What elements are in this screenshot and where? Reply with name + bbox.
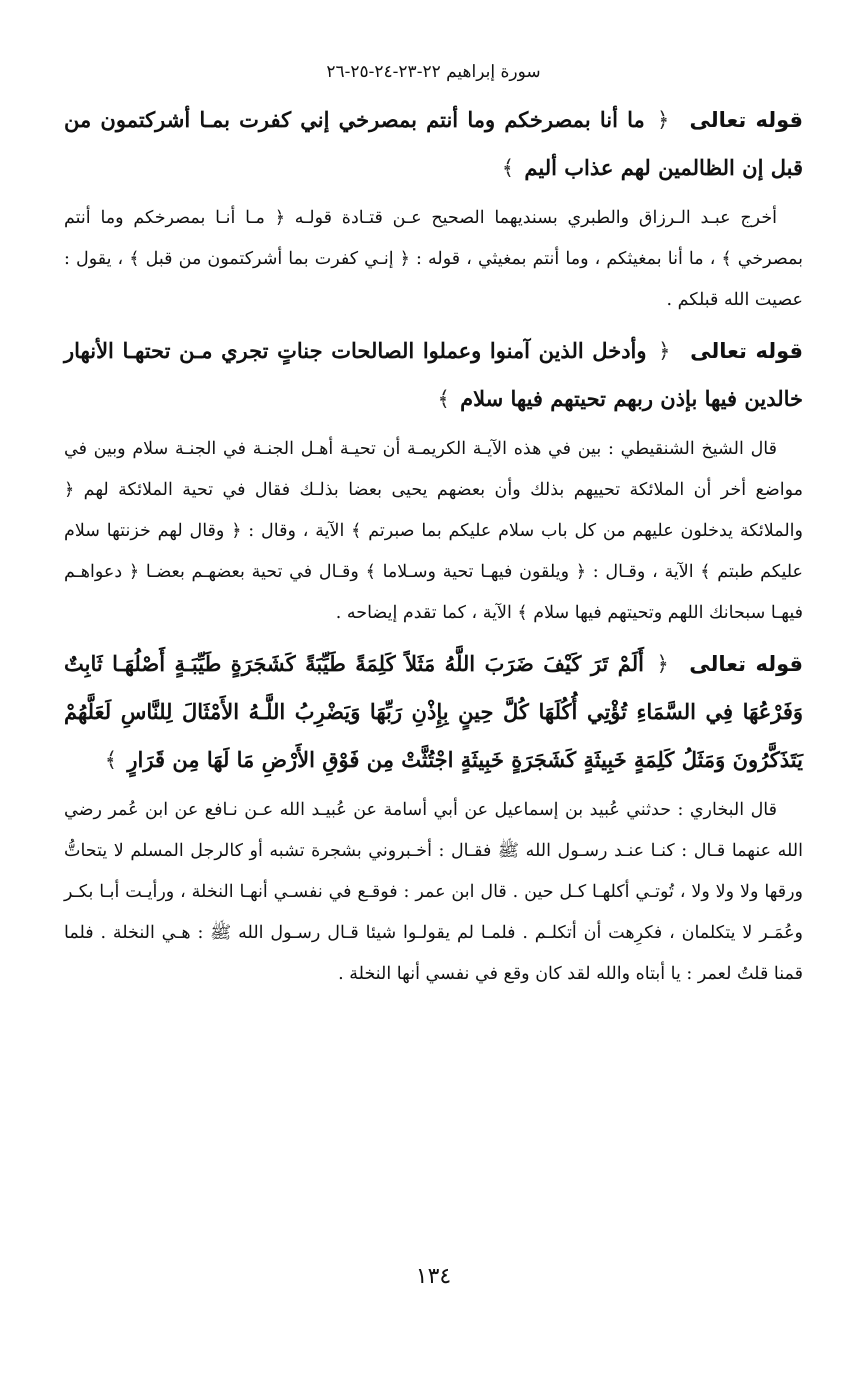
ornate-bracket-close-icon: ﴾ (437, 387, 450, 411)
quran-verse: وأدخل الذين آمنوا وعملوا الصالحات جناتٍ تجري مـن تحتهـا الأنهار خالدين فيها بإذن ربهم تحيتهم فيها سلام (64, 338, 803, 411)
page-number: ١٣٤ (415, 1264, 452, 1289)
section-heading (64, 640, 803, 784)
ornate-bracket-close-icon: ﴾ (104, 748, 118, 772)
page-content (64, 96, 803, 1001)
section-2 (64, 327, 803, 634)
heading-lead: قوله تعالى (689, 652, 804, 676)
quran-verse: ما أنا بمصرخكم وما أنتم بمصرخي إني كفرت بمـا أشركتمون من قبل إن الظالمين لهم عذاب أليم (64, 107, 803, 180)
ornate-bracket-close-icon: ﴾ (501, 156, 515, 180)
ornate-bracket-open-icon: ﴿ (657, 108, 670, 132)
body-paragraph: قال البخاري : حدثني عُبيد بن إسماعيل عن أبي أسامة عن عُبيـد الله عـن نـافع عن ابن عُمر رضي الله عنهما قـال : كنـا عنـد رسـول الله ﷺ فقـال : أخـبروني بشجرة تشبه أو كالرجل المسلم لا يتحاتُّ ورقها ولا ولا ولا ، تُوتـي أكلهـا كـل حين . قال ابن عمر : فوقـع في نفسـي أنهـا النخلة ، ورأيـت أبـا بكـر وعُمَـر لا يتكلمان ، فكرِهت أن أتكلـم . فلمـا لم يقولـوا شيئا قـال رسـول الله ﷺ : هـي النخلة . فلما قمنا قلتُ لعمر : يا أبتاه والله لقد كان وقع في نفسي أنها النخلة . (64, 800, 803, 984)
body-paragraph: قال الشيخ الشنقيطي : بين في هذه الآيـة الكريمـة أن تحيـة أهـل الجنـة في الجنـة سلام وبين في مواضع أخر أن الملائكة تحييهم بذلك وأن بعضهم يحيى بعضا بذلـك فقال في تحية الملائكة لهم ﴿ والملائكة يدخلون عليهم من كل باب سلام عليكم بما صبرتم ﴾ الآية ، وقال : ﴿ وقال لهم خزنتها سلام عليكم طبتم ﴾ الآية ، وقـال : ﴿ ويلقون فيهـا تحية وسـلاما ﴾ وقـال في تحية بعضهـم بعضـا ﴿ دعواهـم فيهـا سبحانك اللهم وتحيتهم فيها سلام ﴾ الآية ، كما تقدم إيضاحه . (64, 439, 803, 623)
quran-verse: أَلَمْ تَرَ كَيْفَ ضَرَبَ اللَّهُ مَثَلاً كَلِمَةً طَيِّبَةً كَشَجَرَةٍ طَيِّبَـةٍ أَصْلُهَـا ثَابِتٌ وَفَرْعُهَا فِي السَّمَاءِ تُؤْتِي أُكُلَهَا كُلَّ حِينٍ بِإِذْنِ رَبِّهَا وَيَضْرِبُ اللَّـهُ الأَمْثَالَ لِلنَّاسِ لَعَلَّهُمْ يَتَذَكَّرُونَ وَمَثَلُ كَلِمَةٍ خَبِيثَةٍ كَشَجَرَةٍ خَبِيثَةٍ اجْتُثَّتْ مِن فَوْقِ الأَرْضِ مَا لَهَا مِن قَرَارٍ (64, 651, 803, 772)
section-1 (64, 96, 803, 321)
body-paragraph: أخرج عبـد الـرزاق والطبري بسنديهما الصحيح عـن قتـادة قولـه ﴿ مـا أنـا بمصرخكم وما أنتم بمصرخي ﴾ ، ما أنا بمغيثكم ، وما أنتم بمغيثي ، قوله : ﴿ إنـي كفرت بما أشركتمون من قبل ﴾ ، يقول : عصيت الله قبلكم . (64, 208, 803, 310)
running-header: سورة إبراهيم ٢٢-٢٣-٢٤-٢٥-٢٦ (326, 62, 541, 82)
ornate-bracket-open-icon: ﴿ (658, 339, 671, 363)
section-heading (64, 327, 803, 423)
section-heading (64, 96, 803, 192)
section-3 (64, 640, 803, 995)
heading-lead: قوله تعالى (690, 339, 804, 363)
ornate-bracket-open-icon: ﴿ (656, 652, 669, 676)
heading-lead: قوله تعالى (689, 108, 804, 132)
